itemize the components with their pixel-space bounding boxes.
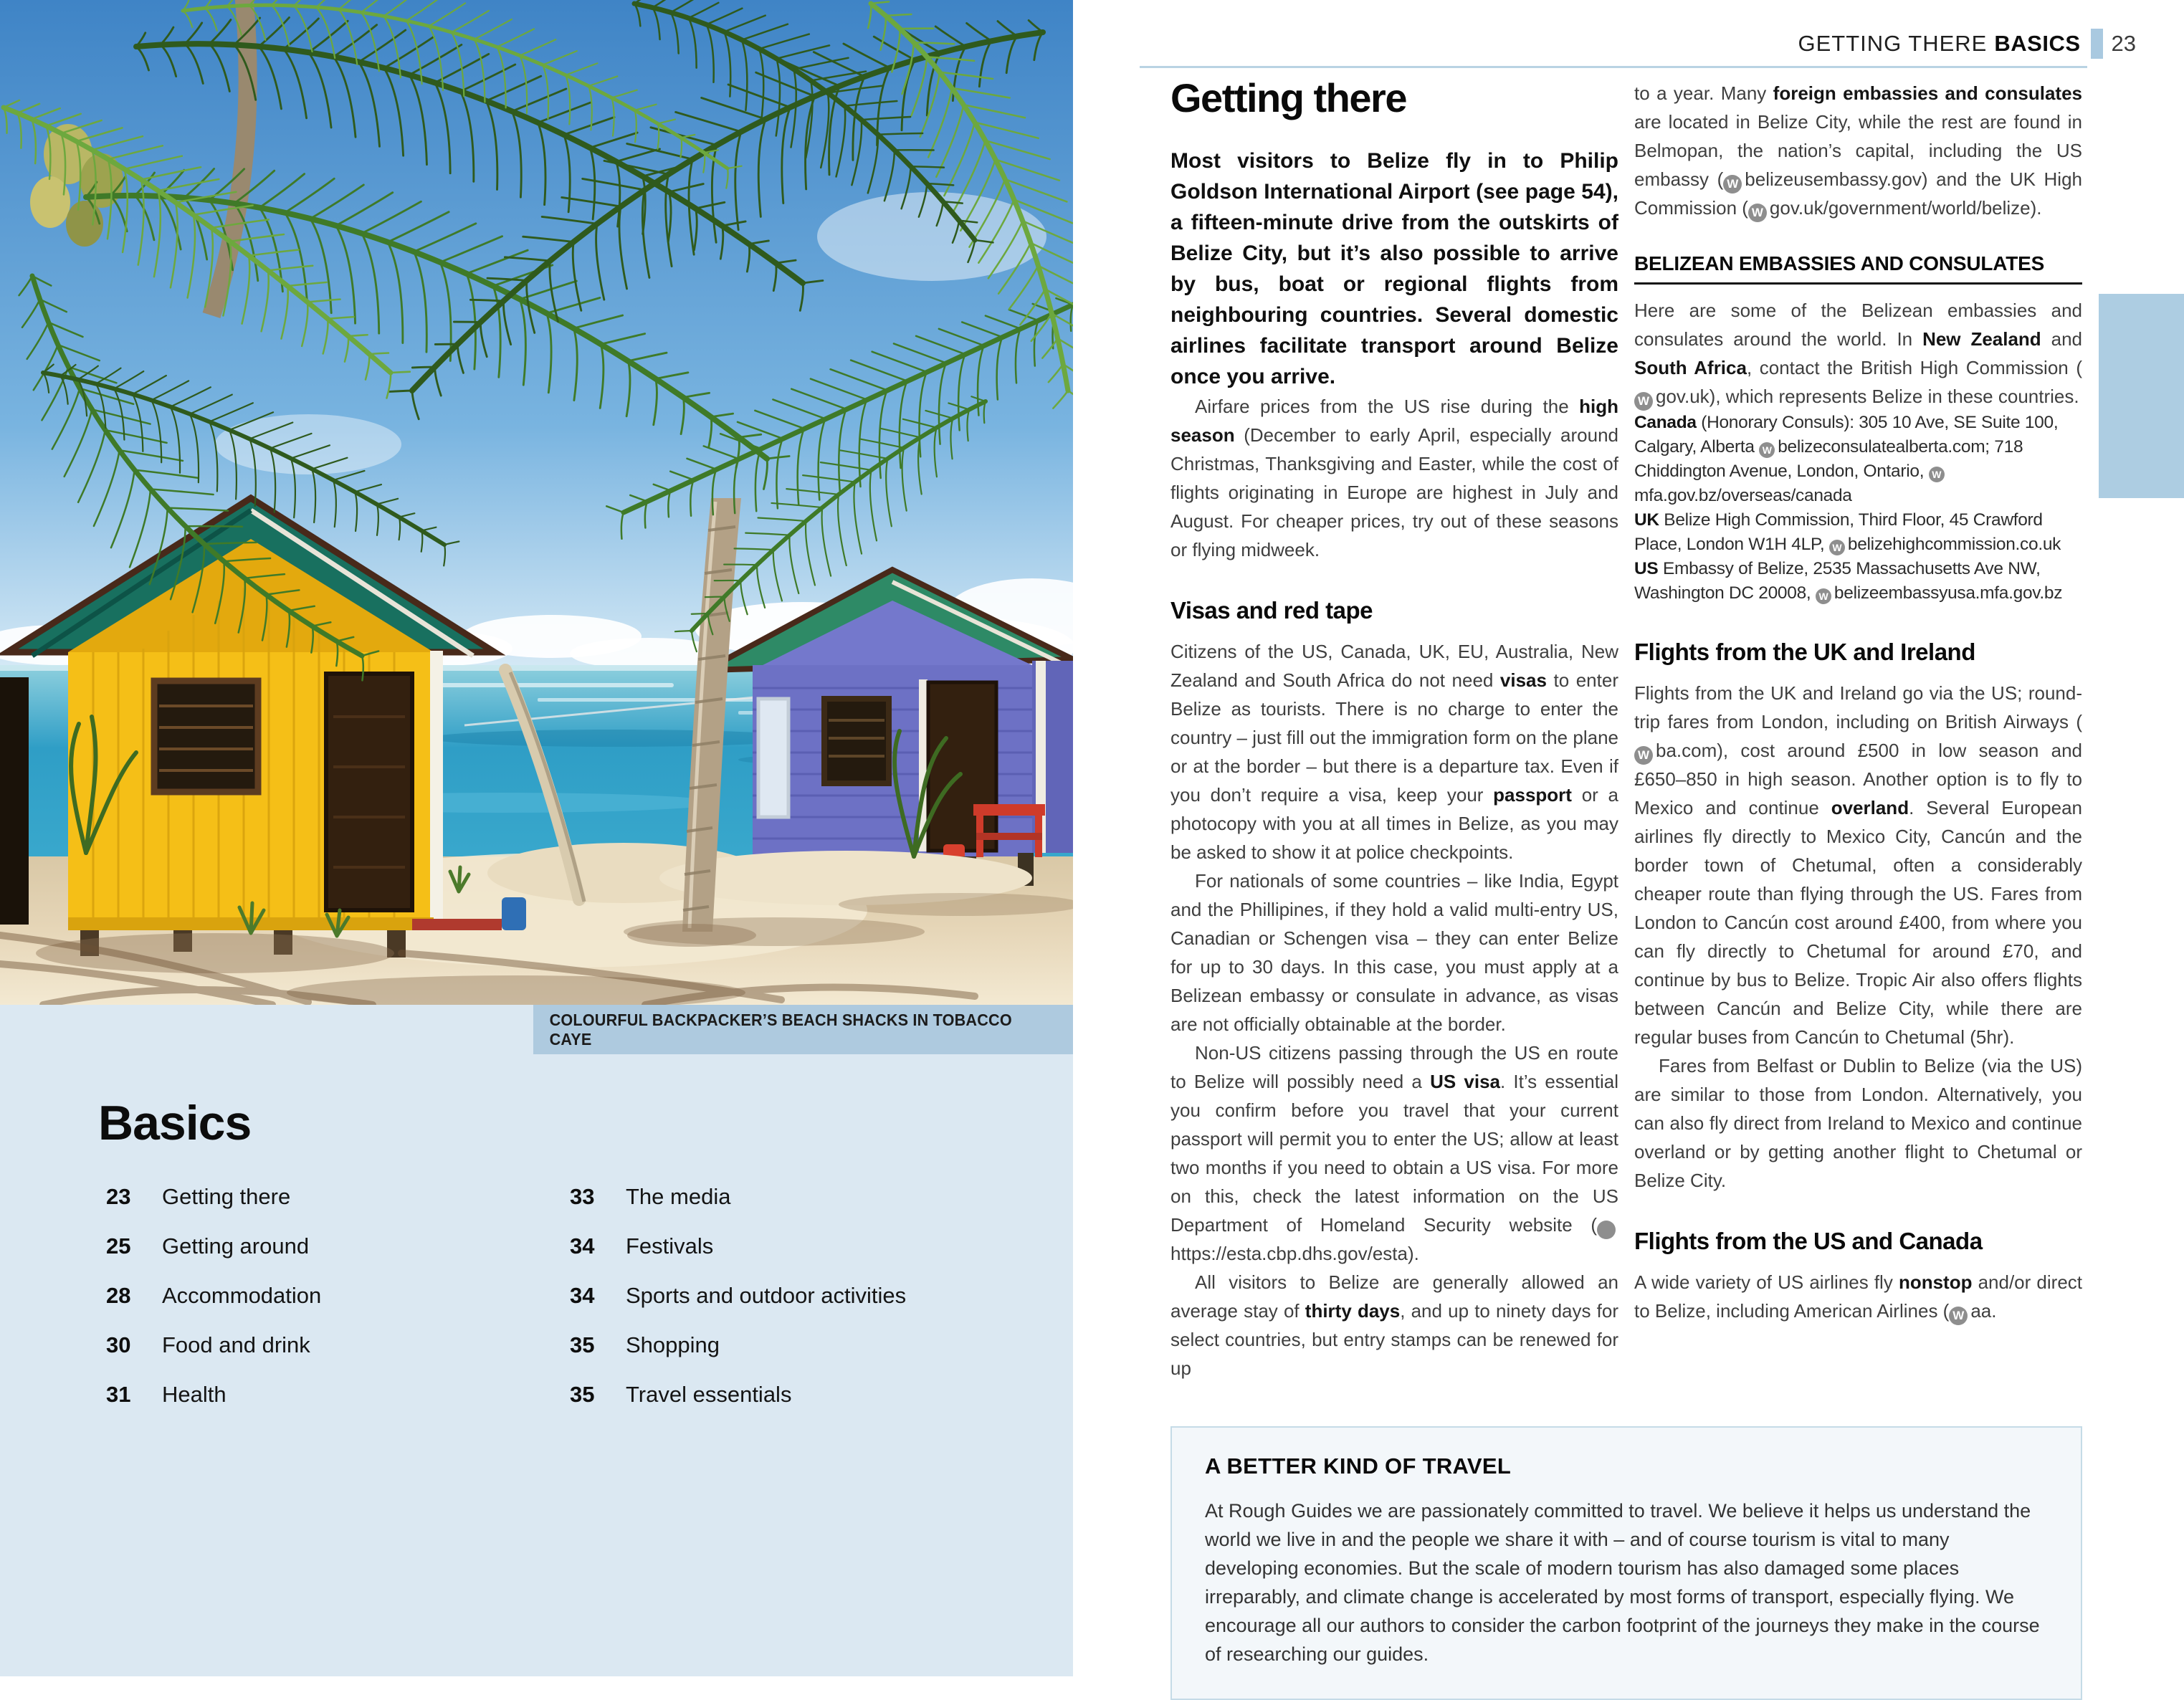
- toc-page-number: 34: [570, 1283, 595, 1308]
- toc-page-number: 28: [106, 1283, 131, 1308]
- toc-item: [570, 1184, 1072, 1233]
- paragraph-nationals: For nationals of some countries – like India, Egypt and the Phillipines, if they hold a valid multi-entry US, Canadian or Schengen visa – they can enter Belize for up to 30 days. In this case, you must apply at a Belizean embassy or consulate in advance, as visas are not officially obtainable at the border.: [1170, 870, 1618, 1035]
- paragraph-belfast: Fares from Belfast or Dublin to Belize (via the US) are similar to those from London. Alternatively, you can also fly direct from Ireland to Mexico and continue overland or by getting another flight to Chetumal or Belize City.: [1634, 1055, 2082, 1191]
- better-kind-of-travel-box: [1170, 1426, 2082, 1700]
- toc-item: [570, 1382, 1072, 1431]
- paragraph-nonus: Non-US citizens passing through the US en route to Belize will possibly need a US visa. It’s essential you confirm before you travel that your current passport will permit you to enter the US; allow at least two months if you need to obtain a US visa. For more on this, check the latest information on the US Department of Homeland Security website ( Whttps://esta.cbp.dhs.gov/esta).: [1170, 1042, 1634, 1264]
- toc-item: [106, 1382, 536, 1431]
- web-icon: W: [1748, 204, 1767, 222]
- toc-label: Festivals: [626, 1233, 714, 1259]
- toc-item: [106, 1283, 536, 1332]
- web-icon: W: [1597, 1221, 1616, 1239]
- toc-page-number: 35: [570, 1382, 595, 1407]
- heading-embassies: BELIZEAN EMBASSIES AND CONSULATES: [1634, 252, 2082, 285]
- article-columns: [1170, 75, 2082, 1383]
- travel-box-body: At Rough Guides we are passionately committed to travel. We believe it helps us understand the world we live in and the people we share it with – and of course tourism is vital to many developing economies. But the scale of modern tourism has also damaged some places irreparably, and climate change is accelerated by most forms of transport, especially flying. We encourage all our authors to consider the carbon footprint of the journeys they make in the course of researching our guides.: [1205, 1500, 2040, 1665]
- beach-photo-illustration: [0, 0, 1073, 1005]
- page-number-bar: [2091, 29, 2103, 59]
- web-icon: W: [1759, 442, 1775, 458]
- paragraph-flights-us: A wide variety of US airlines fly nonstop and/or direct to Belize, including American Airlines ( W aa.: [1634, 1268, 2082, 1325]
- toc-label: Health: [162, 1382, 226, 1407]
- toc-label: Accommodation: [162, 1283, 322, 1308]
- paragraph-airfare: Airfare prices from the US rise during the high season (December to early April, especially around Christmas, Thanksgiving and Easter, while the cost of flights originating in Europe are highest in July and August. For cheaper prices, try out of these seasons or flying midweek.: [1170, 396, 1618, 560]
- toc-label: Sports and outdoor activities: [626, 1283, 907, 1308]
- toc-page-number: 25: [106, 1233, 131, 1259]
- beach-shacks-photo: [0, 0, 1073, 1005]
- photo-caption-bar: [533, 1005, 1073, 1054]
- toc-item: [106, 1233, 536, 1283]
- toc-page-number: 23: [106, 1184, 131, 1209]
- basics-toc-column-1: [106, 1184, 536, 1431]
- heading-visas: Visas and red tape: [1170, 597, 1373, 624]
- directory-uk: UK Belize High Commission, Third Floor, 45 Crawford Place, London W1H 4LP, W belizehighcommission.co.uk: [1634, 510, 2061, 554]
- toc-page-number: 30: [106, 1332, 131, 1357]
- web-icon: W: [1816, 588, 1831, 604]
- web-icon: W: [1634, 746, 1653, 765]
- travel-box-title: A BETTER KIND OF TRAVEL: [1205, 1453, 1512, 1479]
- heading-flights-uk: Flights from the UK and Ireland: [1634, 639, 1975, 665]
- running-header-book: BASICS: [1994, 31, 2081, 56]
- web-icon: W: [1949, 1307, 1968, 1325]
- toc-label: Travel essentials: [626, 1382, 792, 1407]
- paragraph-flights-uk: Flights from the UK and Ireland go via the US; round-trip fares from London, including on British Airways (W ba.com), cost around £500 in low season and £650–850 in high season. Another option is to fly to Mexico and continue overland. Several European airlines fly directly to Mexico City, Cancún and the border town of Chetumal, often a considerably cheaper route than flying through the US. Fares from London to Cancún cost around £400, from where you can fly directly to Chetumal for around £70, and continue by bus to Belize. Tropic Air also offers flights between Cancún and Belize City, while there are regular buses from Cancún to Chetumal (5hr).: [1634, 682, 2082, 1048]
- article-lead-paragraph: Most visitors to Belize fly in to Philip Goldson International Airport (see page 54), a fifteen-minute drive from the outskirts of Belize City, but it’s also possible to arrive by bus, boat or regional flights from neighbouring countries. Several domestic airlines facilitate transport around Belize once you arrive.: [1170, 149, 1618, 388]
- paragraph-citizens: Citizens of the US, Canada, UK, EU, Australia, New Zealand and South Africa do not need visas to enter Belize as tourists. There is no charge to enter the country – just fill out the immigration form on the plane or at the border – but there is a departure tax. Even if you don’t require a visa, keep your passport or a photocopy with you at all times in Belize, as you may be asked to show it at police checkpoints.: [1170, 641, 1618, 863]
- basics-toc-column-2: [570, 1184, 1072, 1431]
- toc-label: Shopping: [626, 1332, 720, 1357]
- article-title: Getting there: [1170, 75, 1406, 120]
- header-rule: [1140, 66, 2087, 68]
- page-number: 23: [2111, 31, 2136, 56]
- toc-item: [570, 1332, 1072, 1382]
- web-icon: W: [1929, 467, 1945, 482]
- toc-label: Food and drink: [162, 1332, 310, 1357]
- toc-page-number: 31: [106, 1382, 131, 1407]
- toc-item: [570, 1233, 1072, 1283]
- toc-item: [570, 1283, 1072, 1332]
- web-icon: W: [1829, 540, 1845, 555]
- toc-item: [106, 1332, 536, 1382]
- toc-label: Getting there: [162, 1184, 291, 1209]
- dark-structure: [0, 677, 29, 925]
- toc-label: Getting around: [162, 1233, 310, 1259]
- directory-canada: Canada (Honorary Consuls): 305 10 Ave, SE Suite 100, Calgary, Alberta W belizeconsulatealberta.com; 718 Chiddington Avenue, London, Ontario, Wmfa.gov.bz/overseas/canada: [1634, 413, 2059, 505]
- photo-caption: COLOURFUL BACKPACKER’S BEACH SHACKS IN TOBACCO CAYE: [549, 1010, 1012, 1049]
- paragraph-here: Here are some of the Belizean embassies and consulates around the world. In New Zealand and South Africa, contact the British High Commission (W gov.uk), which represents Belize in these countries.: [1634, 296, 2082, 411]
- directory-us: US Embassy of Belize, 2535 Massachusetts Ave NW, Washington DC 20008, W belizeembassyusa.mfa.gov.bz: [1634, 559, 2063, 603]
- toc-label: The media: [626, 1184, 731, 1209]
- toc-page-number: 34: [570, 1233, 595, 1259]
- toc-item: [106, 1184, 536, 1233]
- running-header-section: GETTING THERE: [1798, 31, 1988, 56]
- article-column-left: [1170, 75, 1634, 1383]
- paragraph-allvisitors: All visitors to Belize are generally allowed an average stay of thirty days, and up to ninety days for select countries, but entry stamps can be renewed for up: [1170, 1271, 1618, 1379]
- heading-flights-us: Flights from the US and Canada: [1634, 1228, 1983, 1254]
- basics-title: Basics: [98, 1096, 252, 1150]
- paragraph-toayear: to a year. Many foreign embassies and consulates are located in Belize City, while the rest are found in Belmopan, the nation’s capital, including the US embassy ( W belizeusembassy.gov) and the UK High Commission ( W gov.uk/government/world/belize).: [1634, 79, 2082, 222]
- toc-page-number: 33: [570, 1184, 595, 1209]
- web-icon: W: [1634, 392, 1653, 411]
- section-edge-tab: [2099, 294, 2184, 498]
- toc-page-number: 35: [570, 1332, 595, 1357]
- article-column-right: [1634, 75, 2082, 1383]
- web-icon: W: [1723, 175, 1742, 194]
- running-header: [1140, 29, 2136, 59]
